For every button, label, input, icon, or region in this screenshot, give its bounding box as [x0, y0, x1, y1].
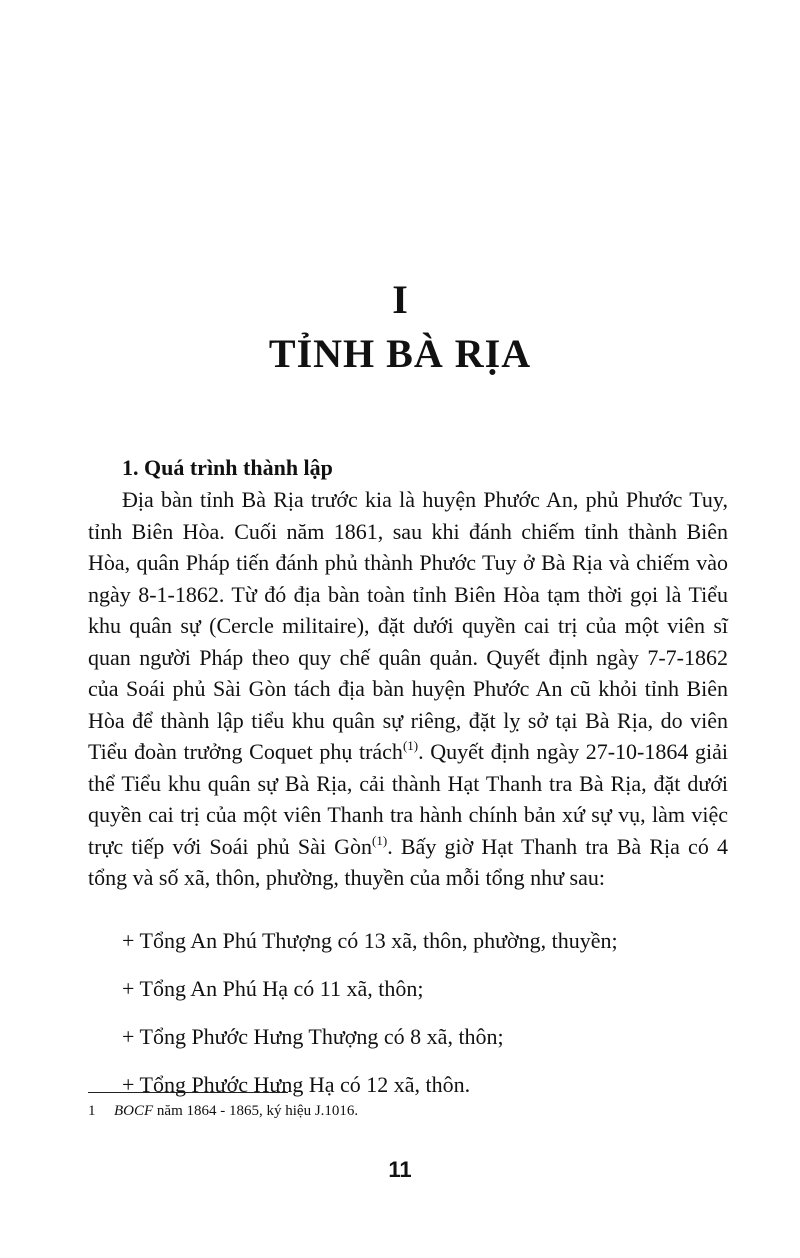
- chapter-title: TỈNH BÀ RỊA: [268, 331, 532, 376]
- section-heading: 1. Quá trình thành lập: [122, 455, 333, 480]
- footnote-divider: [88, 1092, 288, 1093]
- list-item: + Tổng Phước Hưng Hạ có 12 xã, thôn.: [122, 1072, 471, 1097]
- footnote-text: năm 1864 - 1865, ký hiệu J.1016.: [153, 1103, 359, 1119]
- footnote-marker: 1: [88, 1103, 96, 1119]
- list-item: + Tổng An Phú Thượng có 13 xã, thôn, phường, thuyền;: [122, 928, 618, 953]
- body-paragraph: [88, 484, 728, 894]
- body-text-part-3: . Bấy giờ Hạt Thanh tra Bà Rịa có 4 tổng và số xã, thôn, phường, thuyền của mỗi tổng như sau:: [88, 833, 728, 890]
- page-number: 11: [388, 1157, 412, 1182]
- list-item: + Tổng An Phú Hạ có 11 xã, thôn;: [122, 976, 424, 1001]
- footnote-reference: (1): [372, 832, 388, 848]
- footnote-source-title: BOCF: [114, 1103, 154, 1119]
- footnote-reference: (1): [402, 738, 419, 753]
- footnote: [88, 1100, 358, 1122]
- canton-list: [122, 925, 742, 1117]
- body-text: [88, 484, 728, 894]
- chapter-number: I: [392, 277, 408, 322]
- list-item: + Tổng Phước Hưng Thượng có 8 xã, thôn;: [122, 1024, 504, 1049]
- body-text-part-2: . Quyết định ngày 27-10-1864 giải thể Tiểu khu quân sự Bà Rịa, cải thành Hạt Thanh tra Bà Rịa, đặt dưới quyền cai trị của một viên Thanh tra hành chính bản xứ sự vụ, làm việc trực tiếp với Soái phủ Sài Gòn: [88, 739, 728, 859]
- body-text-part-1: Địa bàn tỉnh Bà Rịa trước kia là huyện Phước An, phủ Phước Tuy, tỉnh Biên Hòa. Cuối năm 1861, sau khi đánh chiếm tỉnh thành Biên Hòa, quân Pháp tiến đánh phủ thành Phước Tuy ở Bà Rịa và chiếm vào ngày 8-1-1862. Từ đó địa bàn toàn tỉnh Biên Hòa tạm thời gọi là Tiểu khu quân sự (Cercle militaire), đặt dưới quyền cai trị của một viên sĩ quan người Pháp theo quy chế quân quản. Quyết định ngày 7-7-1862 của Soái phủ Sài Gòn tách địa bàn huyện Phước An cũ khỏi tỉnh Biên Hòa để thành lập tiểu khu quân sự riêng, đặt lỵ sở tại Bà Rịa, do viên Tiểu đoàn trưởng Coquet phụ trách: [88, 487, 728, 764]
